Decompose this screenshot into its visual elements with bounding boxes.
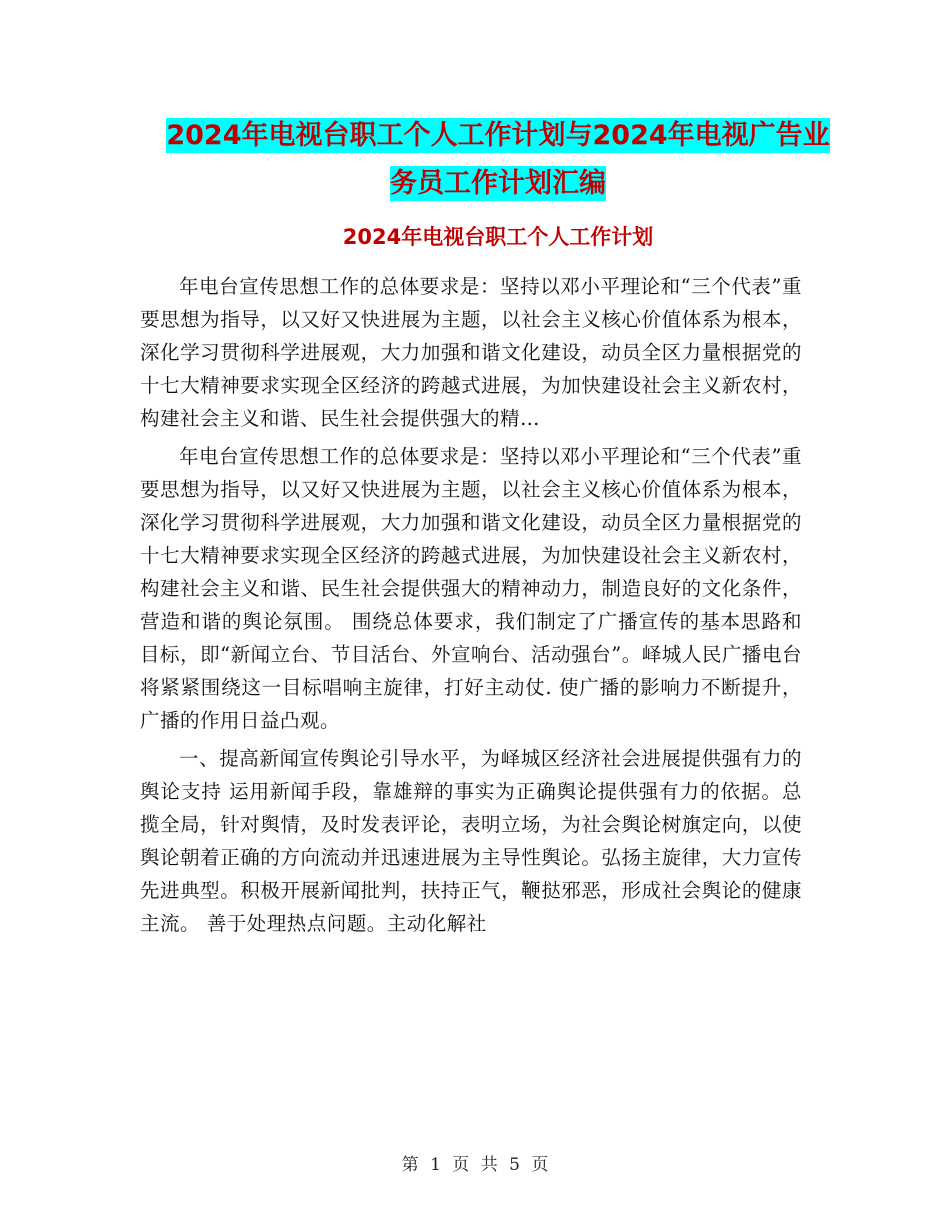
paragraph-1: 年电台宣传思想工作的总体要求是：坚持以邓小平理论和“三个代表”重要思想为指导，以又好又快进展为主题，以社会主义核心价值体系为根本，深化学习贯彻科学进展观，大力加强和谐文化建设，动员全区力量根据党的十七大精神要求实现全区经济的跨越式进展，为加快建设社会主义新农村，构建社会主义和谐、民生社会提供强大的精… <box>140 275 802 430</box>
paragraph-3: 一、提高新闻宣传舆论引导水平，为峄城区经济社会进展提供强有力的舆论支持 运用新闻手段，靠雄辩的事实为正确舆论提供强有力的依据。总揽全局，针对舆情，及时发表评论，表明立场，为社会舆论树旗定向，以使舆论朝着正确的方向流动并迅速进展为主导性舆论。弘扬主旋律，大力宣传先进典型。积极开展新闻批判，扶持正气，鞭挞邪恶，形成社会舆论的健康主流。 善于处理热点问题。主动化解社 <box>140 747 802 935</box>
document-body <box>140 270 802 945</box>
document-title-line1: 2024年电视台职工个人工作计划与2024年电视广告业 <box>166 120 830 151</box>
page-footer: 第 1 页 共 5 页 <box>401 1155 549 1175</box>
document-title <box>140 112 856 208</box>
paragraph-2: 年电台宣传思想工作的总体要求是：坚持以邓小平理论和“三个代表”重要思想为指导，以又好又快进展为主题，以社会主义核心价值体系为根本，深化学习贯彻科学进展观，大力加强和谐文化建设，动员全区力量根据党的十七大精神要求实现全区经济的跨越式进展，为加快建设社会主义新农村，构建社会主义和谐、民生社会提供强大的精神动力，制造良好的文化条件，营造和谐的舆论氛围。 围绕总体要求，我们制定了广播宣传的基本思路和目标，即“新闻立台、节目活台、外宣响台、活动强台”。峄城人民广播电台将紧紧围绕这一目标唱响主旋律，打好主动仗. 使广播的影响力不断提升，广播的作用日益凸观。 <box>140 445 802 732</box>
document-title-line2: 务员工作计划汇编 <box>390 168 606 199</box>
section-title: 2024年电视台职工个人工作计划 <box>342 225 654 249</box>
